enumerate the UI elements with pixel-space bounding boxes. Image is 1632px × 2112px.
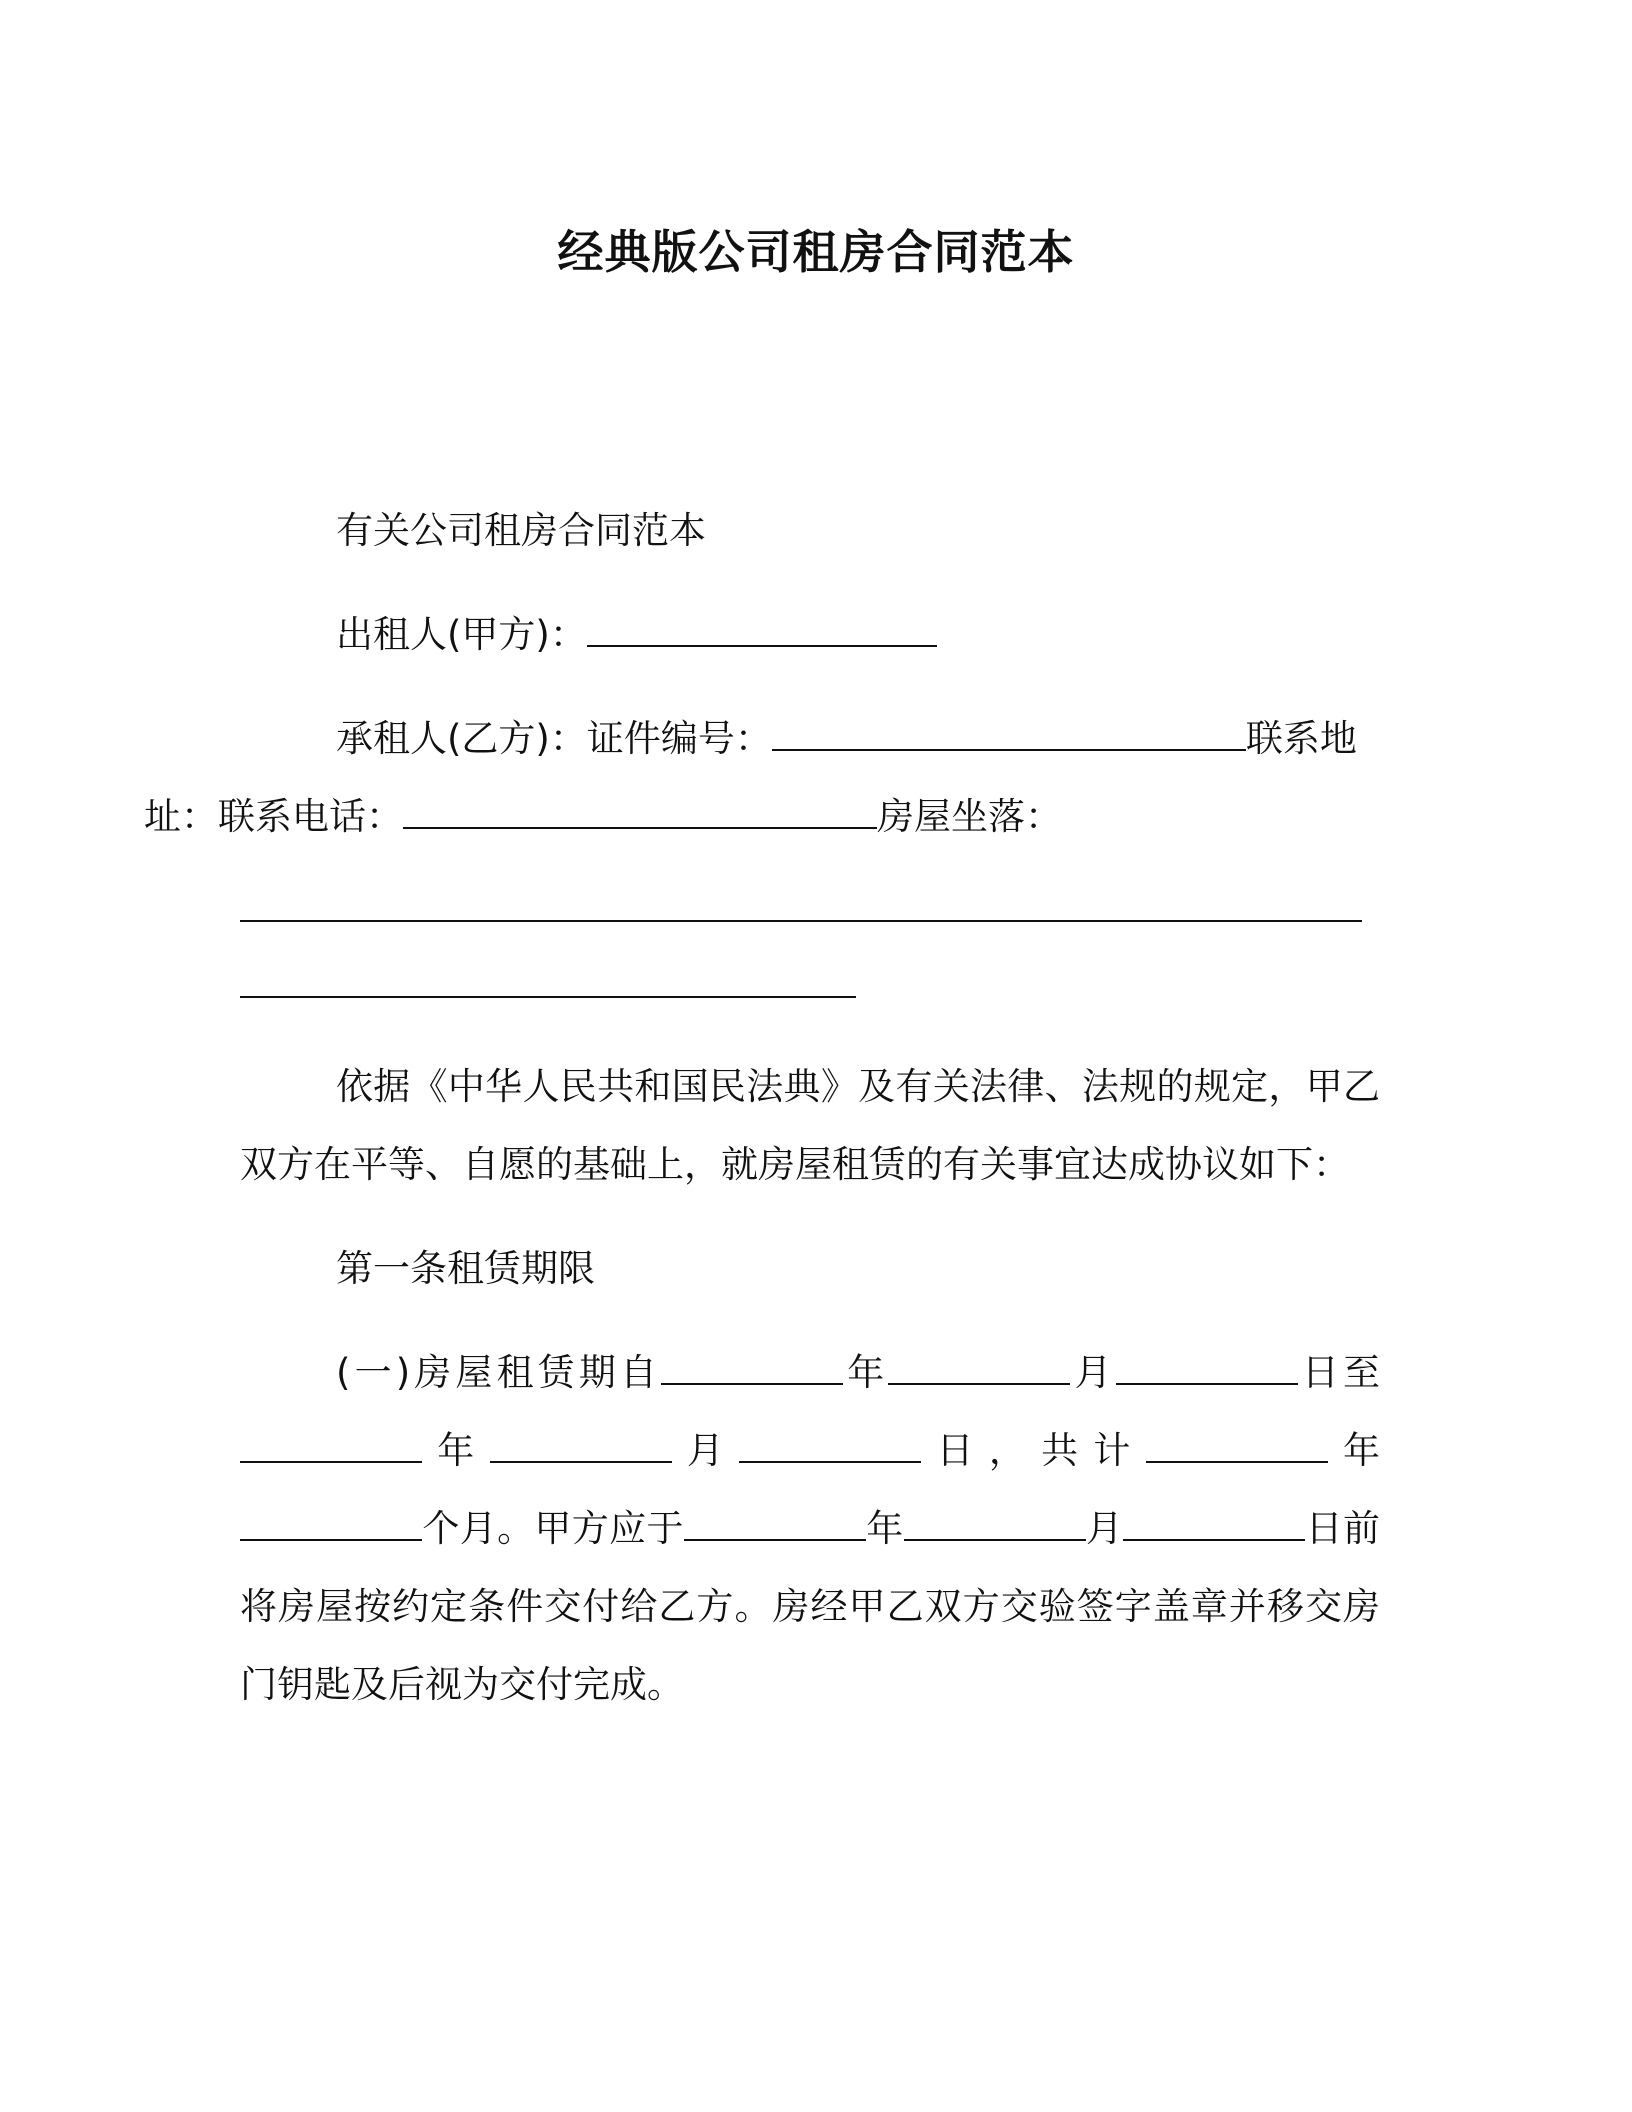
document-subtitle [240, 492, 1380, 570]
lease-start-label: (一)房屋租赁期自 [336, 1351, 662, 1394]
delivery-month-blank[interactable] [904, 1509, 1086, 1541]
lessor-line [240, 596, 1380, 674]
total-year-unit: 年 [1327, 1429, 1381, 1472]
start-month-blank[interactable] [888, 1353, 1070, 1385]
end-day-blank[interactable] [739, 1431, 921, 1463]
lessor-blank[interactable] [587, 615, 937, 647]
end-month-blank[interactable] [490, 1431, 672, 1463]
delivery-day-unit: 日 [1305, 1507, 1344, 1550]
lessor-label: 出租人(甲方)： [336, 613, 587, 656]
delivery-year-unit: 年 [865, 1507, 904, 1550]
total-month-blank[interactable] [240, 1509, 422, 1541]
lessee-label: 承租人(乙方)：证件编号： [336, 717, 772, 760]
document-body [144, 492, 1381, 1750]
delivery-day-blank[interactable] [1123, 1509, 1305, 1541]
article1-paragraph [240, 1334, 1380, 1724]
article1-title-text: 第一条租赁期限 [336, 1247, 595, 1290]
house-location-blank-2[interactable] [240, 956, 1380, 1008]
delivery-year-blank[interactable] [684, 1509, 866, 1541]
total-year-blank[interactable] [1146, 1431, 1328, 1463]
lessee-paragraph [144, 700, 1380, 856]
contact-phone-label: 址：联系电话： [144, 795, 403, 838]
start-month-unit: 月 [1070, 1351, 1116, 1394]
delivery-month-unit: 月 [1085, 1507, 1124, 1550]
id-number-blank[interactable] [772, 719, 1246, 751]
end-year-unit: 年 [422, 1429, 490, 1472]
basis-text: 依据《中华人民共和国民法典》及有关法律、法规的规定，甲乙双方在平等、自愿的基础上，就房屋租赁的有关事宜达成协议如下： [240, 1065, 1380, 1186]
basis-paragraph [240, 1048, 1380, 1204]
start-day-to: 日至 [1297, 1351, 1381, 1394]
start-year-blank[interactable] [661, 1353, 843, 1385]
total-month-suffix: 个月。甲方应于 [422, 1507, 684, 1550]
end-month-unit: 月 [671, 1429, 740, 1472]
end-year-blank[interactable] [240, 1431, 422, 1463]
start-year-unit: 年 [843, 1351, 889, 1394]
delivery-tail-text: 前将房屋按约定条件交付给乙方。房经甲乙双方交验签字盖章并移交房门钥匙及后视为交付完成。 [240, 1507, 1381, 1706]
subtitle-text: 有关公司租房合同范本 [336, 509, 706, 552]
contact-phone-blank[interactable] [403, 797, 877, 829]
contact-address-label: 联系地 [1245, 717, 1357, 760]
house-location-label: 房屋坐落： [877, 795, 1062, 838]
start-day-blank[interactable] [1116, 1353, 1298, 1385]
document-title: 经典版公司租房合同范本 [557, 225, 1075, 279]
end-day-total: 日，共计 [921, 1429, 1146, 1472]
article1-title [240, 1230, 1380, 1308]
house-location-blank-1[interactable] [240, 880, 1380, 932]
